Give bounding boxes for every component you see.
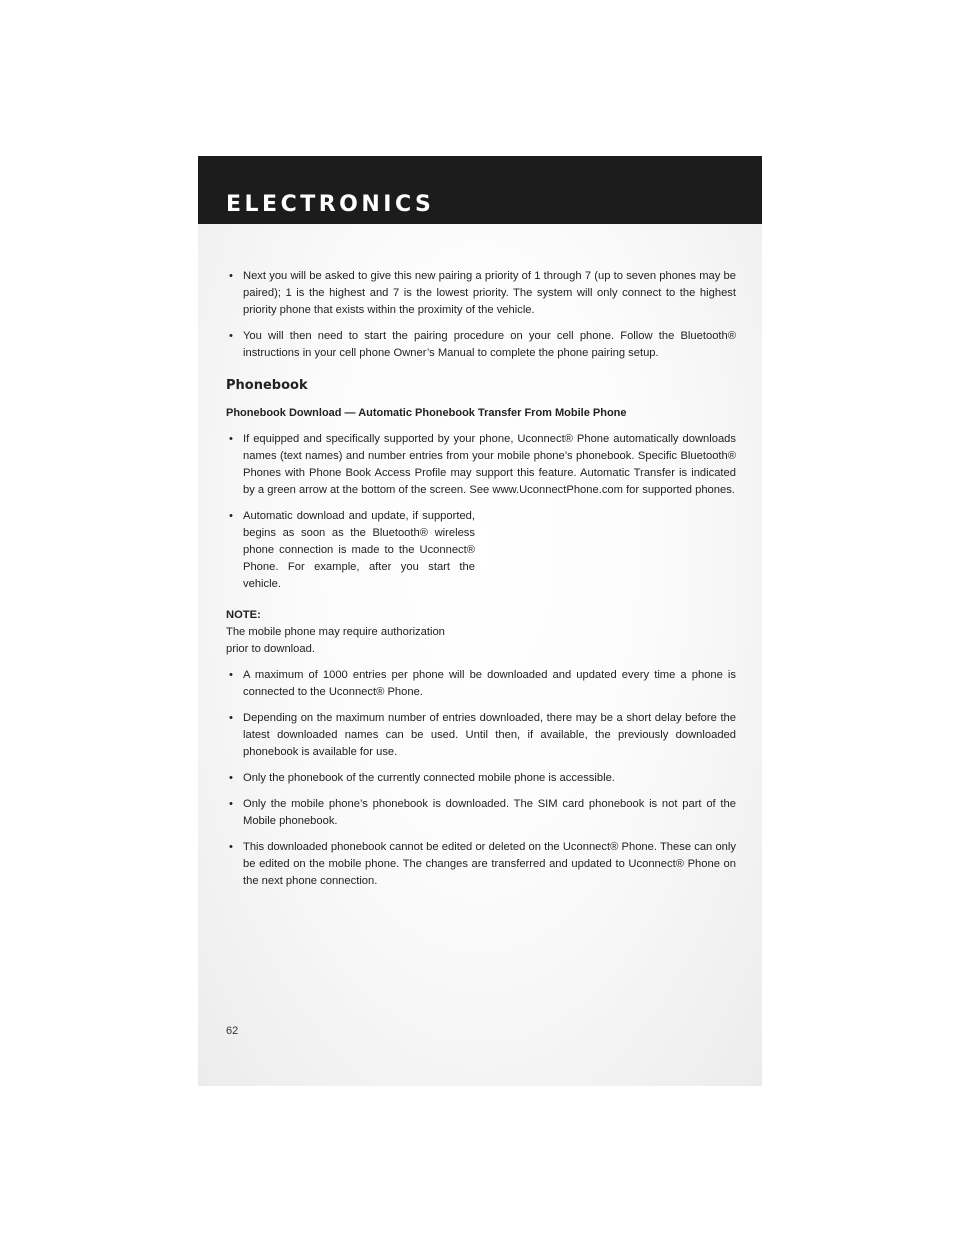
bullet-item bbox=[226, 328, 736, 362]
page-content bbox=[226, 268, 736, 899]
bullet-dot: • bbox=[229, 330, 233, 342]
bullet-item bbox=[226, 770, 736, 787]
bullet-item bbox=[226, 667, 736, 701]
bullet-dot: • bbox=[229, 669, 233, 681]
bullet-dot: • bbox=[229, 712, 233, 724]
bullet-item bbox=[226, 839, 736, 890]
bullet-text: If equipped and specifically supported by your phone, Uconnect® Phone automatically downloads names (text names) and number entries from your mobile phone’s phonebook. Specific Bluetooth® Phones with Phone Book Access Profile may support this feature. Automatic Transfer is indicated by a green arrow at the bottom of the screen. See www.UconnectPhone.com for supported phones. bbox=[243, 433, 736, 496]
bullet-text: Only the mobile phone’s phonebook is downloaded. The SIM card phonebook is not part of the Mobile phonebook. bbox=[243, 798, 736, 827]
phonebook-heading: Phonebook bbox=[226, 378, 308, 393]
bullet-text: You will then need to start the pairing procedure on your cell phone. Follow the Bluetooth® instructions in your cell phone Owner’s Manual to complete the phone pairing setup. bbox=[243, 330, 736, 359]
bullet-text: Next you will be asked to give this new pairing a priority of 1 through 7 (up to seven phones may be paired); 1 is the highest and 7 is the lowest priority. The system will only connect to the highest priority phone that exists within the proximity of the vehicle. bbox=[243, 270, 736, 316]
bullet-item bbox=[226, 431, 736, 499]
manual-page bbox=[198, 156, 762, 1086]
bullet-text: A maximum of 1000 entries per phone will be downloaded and updated every time a phone is connected to the Uconnect® Phone. bbox=[243, 669, 736, 698]
bullet-dot: • bbox=[229, 841, 233, 853]
note-text: The mobile phone may require authorization prior to download. bbox=[226, 626, 445, 655]
bullet-text: Depending on the maximum number of entries downloaded, there may be a short delay before the latest downloaded names can be used. Until then, if available, the previously downloaded phonebook is available for use. bbox=[243, 712, 736, 758]
bullet-dot: • bbox=[229, 270, 233, 282]
bullet-dot: • bbox=[229, 772, 233, 784]
bullet-item bbox=[226, 796, 736, 830]
bullet-text: This downloaded phonebook cannot be edited or deleted on the Uconnect® Phone. These can only be edited on the mobile phone. The changes are transferred and updated to Uconnect® Phone on the next phone connection. bbox=[243, 841, 736, 887]
bullet-text: Automatic download and update, if supported, begins as soon as the Bluetooth® wireless phone connection is made to the Uconnect® Phone. For example, after you start the vehicle. bbox=[243, 510, 475, 590]
bullet-dot: • bbox=[229, 510, 233, 522]
section-title: ELECTRONICS bbox=[226, 192, 435, 217]
bullet-item bbox=[226, 710, 736, 761]
bullet-item bbox=[226, 268, 736, 319]
phonebook-download-subheading: Phonebook Download — Automatic Phonebook Transfer From Mobile Phone bbox=[226, 407, 627, 419]
page-number: 62 bbox=[226, 1025, 239, 1037]
section-header-bar bbox=[198, 156, 762, 224]
bullet-text: Only the phonebook of the currently connected mobile phone is accessible. bbox=[243, 772, 615, 784]
bullet-dot: • bbox=[229, 798, 233, 810]
note-label: NOTE: bbox=[226, 609, 261, 621]
bullet-item bbox=[226, 508, 475, 593]
bullet-dot: • bbox=[229, 433, 233, 445]
